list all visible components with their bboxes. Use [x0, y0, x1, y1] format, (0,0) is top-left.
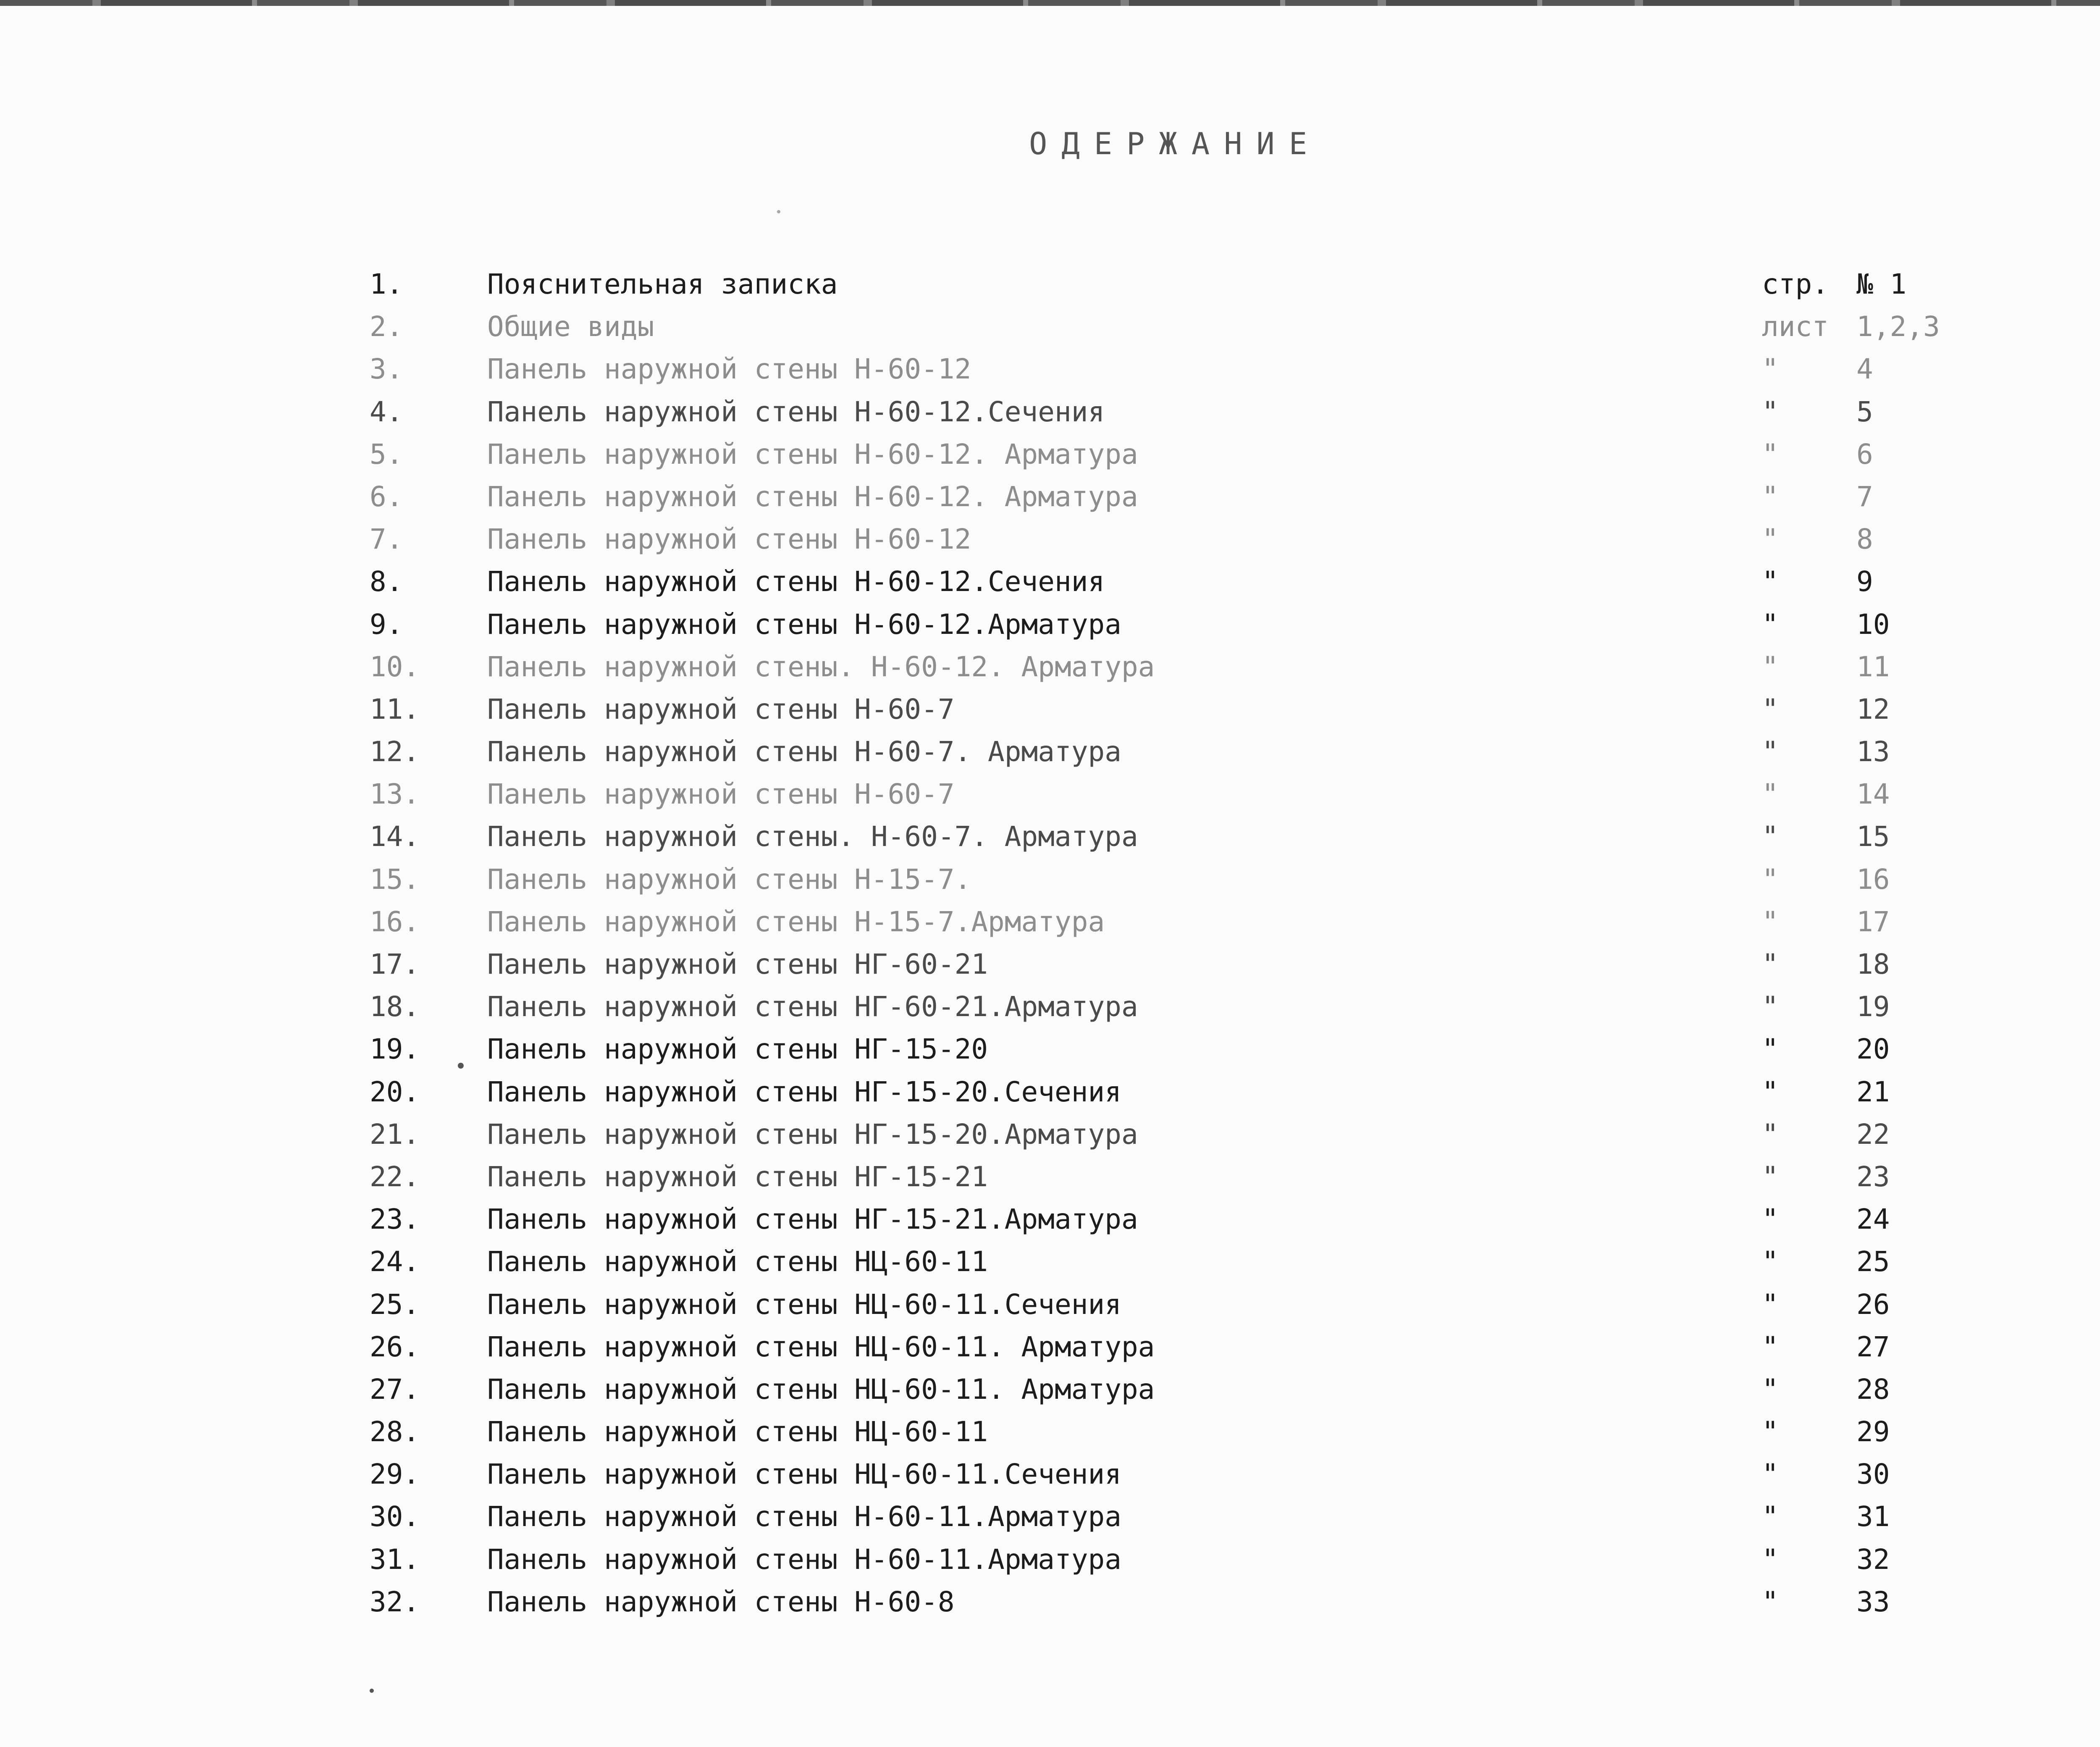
entry-page: 4 [1856, 353, 1873, 386]
entry-number: 19. [370, 1033, 420, 1066]
entry-page: 14 [1856, 778, 1890, 811]
entry-title: Панель наружной стены НГ-15-21 [487, 1160, 988, 1193]
toc-row [0, 815, 2100, 858]
entry-title: Панель наружной стены НЦ-60-11.Сечения [487, 1288, 1121, 1321]
toc-row [0, 433, 2100, 475]
toc-row [0, 1283, 2100, 1326]
entry-ditto-mark: " [1762, 438, 1779, 470]
entry-title: Панель наружной стены НЦ-60-11 [487, 1416, 988, 1448]
entry-title: Панель наружной стены НЦ-60-11. Арматура [487, 1373, 1155, 1405]
toc-row [0, 305, 2100, 348]
entry-number: 20. [370, 1075, 420, 1108]
toc-row [0, 1028, 2100, 1070]
entry-page: 8 [1856, 523, 1873, 556]
scan-edge [0, 0, 2100, 6]
entry-ditto-mark: " [1762, 565, 1779, 598]
entry-number: 7. [370, 523, 403, 556]
entry-title: Панель наружной стены Н-15-7.Арматура [487, 905, 1105, 938]
entry-ditto-mark: " [1762, 1585, 1779, 1618]
entry-title: Панель наружной стены НЦ-60-11. Арматура [487, 1330, 1155, 1363]
entry-title: Панель наружной стены Н-60-12.Арматура [487, 608, 1121, 641]
entry-page: 12 [1856, 693, 1890, 725]
entry-page: 31 [1856, 1500, 1890, 1533]
entry-ditto-mark: " [1762, 1160, 1779, 1193]
entry-ditto-mark: " [1762, 523, 1779, 556]
entry-ditto-mark: " [1762, 736, 1779, 768]
entry-number: 23. [370, 1203, 420, 1236]
entry-ditto-mark: " [1762, 480, 1779, 513]
entry-number: 5. [370, 438, 403, 470]
entry-title: Панель наружной стены НГ-15-20 [487, 1033, 988, 1066]
entry-number: 6. [370, 480, 403, 513]
entry-page: 10 [1856, 608, 1890, 641]
entry-ditto-mark: " [1762, 863, 1779, 896]
entry-ditto-mark: " [1762, 1033, 1779, 1066]
toc-row [0, 985, 2100, 1028]
entry-title: Панель наружной стены НГ-15-21.Арматура [487, 1203, 1138, 1236]
toc-row [0, 475, 2100, 518]
entry-title: Панель наружной стены. Н-60-12. Арматура [487, 650, 1155, 683]
entry-page: 1,2,3 [1856, 310, 1940, 343]
entry-ditto-mark: " [1762, 990, 1779, 1023]
entry-title: Панель наружной стены Н-60-11.Арматура [487, 1500, 1121, 1533]
entry-page: 28 [1856, 1373, 1890, 1405]
entry-title: Панель наружной стены НЦ-60-11 [487, 1245, 988, 1278]
entry-page: 32 [1856, 1543, 1890, 1576]
entry-page: 5 [1856, 395, 1873, 428]
entry-page: 33 [1856, 1585, 1890, 1618]
entry-title: Панель наружной стены Н-60-11.Арматура [487, 1543, 1121, 1576]
toc-row [0, 1495, 2100, 1538]
entry-page: 25 [1856, 1245, 1890, 1278]
entry-page: 24 [1856, 1203, 1890, 1236]
entry-title: Панель наружной стены Н-15-7. [487, 863, 971, 896]
entry-number: 22. [370, 1160, 420, 1193]
entry-page: 27 [1856, 1330, 1890, 1363]
toc-row [0, 263, 2100, 305]
entry-page: 23 [1856, 1160, 1890, 1193]
toc-row [0, 1240, 2100, 1283]
entry-number: 32. [370, 1585, 420, 1618]
toc-row [0, 1156, 2100, 1198]
entry-number: 27. [370, 1373, 420, 1405]
toc-row [0, 646, 2100, 688]
entry-ditto-mark: стр. [1762, 268, 1829, 300]
toc-row [0, 1368, 2100, 1411]
toc-row [0, 603, 2100, 646]
entry-page: 7 [1856, 480, 1873, 513]
toc-row [0, 1113, 2100, 1156]
entry-ditto-mark: " [1762, 650, 1779, 683]
entry-number: 29. [370, 1458, 420, 1491]
entry-number: 24. [370, 1245, 420, 1278]
document-title: ОДЕРЖАНИЕ [1029, 126, 1322, 161]
entry-number: 3. [370, 353, 403, 386]
entry-page: № 1 [1856, 268, 1907, 300]
entry-ditto-mark: " [1762, 1118, 1779, 1151]
scan-speck [458, 1063, 464, 1069]
entry-title: Панель наружной стены Н-60-12. Арматура [487, 438, 1138, 470]
entry-number: 16. [370, 905, 420, 938]
entry-ditto-mark: " [1762, 1245, 1779, 1278]
toc-row [0, 1326, 2100, 1368]
toc-row [0, 1581, 2100, 1623]
toc-row [0, 348, 2100, 390]
entry-title: Панель наружной стены. Н-60-7. Арматура [487, 820, 1138, 853]
entry-page: 17 [1856, 905, 1890, 938]
entry-page: 13 [1856, 736, 1890, 768]
entry-ditto-mark: " [1762, 1416, 1779, 1448]
toc-row [0, 730, 2100, 773]
table-of-contents [0, 263, 2100, 1623]
entry-ditto-mark: " [1762, 353, 1779, 386]
toc-row [0, 1071, 2100, 1113]
entry-ditto-mark: " [1762, 1500, 1779, 1533]
entry-ditto-mark: " [1762, 778, 1779, 811]
toc-row [0, 1538, 2100, 1581]
entry-ditto-mark: " [1762, 1330, 1779, 1363]
entry-number: 25. [370, 1288, 420, 1321]
scan-speck [777, 210, 780, 213]
entry-number: 4. [370, 395, 403, 428]
toc-row [0, 943, 2100, 985]
entry-ditto-mark: " [1762, 608, 1779, 641]
toc-row [0, 518, 2100, 560]
entry-title: Панель наружной стены Н-60-7 [487, 778, 955, 811]
entry-page: 19 [1856, 990, 1890, 1023]
entry-page: 16 [1856, 863, 1890, 896]
entry-number: 11. [370, 693, 420, 725]
entry-number: 9. [370, 608, 403, 641]
toc-row [0, 560, 2100, 603]
entry-ditto-mark: " [1762, 395, 1779, 428]
entry-page: 21 [1856, 1075, 1890, 1108]
toc-row [0, 1411, 2100, 1453]
entry-number: 8. [370, 565, 403, 598]
toc-row [0, 901, 2100, 943]
entry-title: Панель наружной стены Н-60-7. Арматура [487, 736, 1121, 768]
entry-number: 2. [370, 310, 403, 343]
entry-number: 21. [370, 1118, 420, 1151]
entry-title: Панель наружной стены НЦ-60-11.Сечения [487, 1458, 1121, 1491]
entry-number: 13. [370, 778, 420, 811]
entry-page: 15 [1856, 820, 1890, 853]
entry-number: 1. [370, 268, 403, 300]
entry-title: Панель наружной стены Н-60-7 [487, 693, 955, 725]
entry-number: 12. [370, 736, 420, 768]
entry-ditto-mark: " [1762, 1288, 1779, 1321]
toc-row [0, 858, 2100, 901]
entry-number: 14. [370, 820, 420, 853]
entry-title: Панель наружной стены Н-60-12.Сечения [487, 395, 1105, 428]
entry-page: 29 [1856, 1416, 1890, 1448]
entry-ditto-mark: " [1762, 820, 1779, 853]
entry-page: 26 [1856, 1288, 1890, 1321]
entry-ditto-mark: " [1762, 948, 1779, 980]
entry-number: 31. [370, 1543, 420, 1576]
toc-row [0, 391, 2100, 433]
toc-row [0, 1453, 2100, 1495]
entry-title: Панель наружной стены НГ-60-21 [487, 948, 988, 980]
entry-title: Пояснительная записка [487, 268, 838, 300]
entry-title: Панель наружной стены Н-60-12 [487, 523, 971, 556]
entry-page: 30 [1856, 1458, 1890, 1491]
entry-title: Общие виды [487, 310, 654, 343]
entry-page: 6 [1856, 438, 1873, 470]
entry-title: Панель наружной стены НГ-15-20.Арматура [487, 1118, 1138, 1151]
entry-title: Панель наружной стены Н-60-12.Сечения [487, 565, 1105, 598]
entry-ditto-mark: " [1762, 1458, 1779, 1491]
entry-ditto-mark: " [1762, 1075, 1779, 1108]
entry-ditto-mark: " [1762, 1543, 1779, 1576]
scan-speck [370, 1689, 374, 1693]
entry-number: 18. [370, 990, 420, 1023]
entry-number: 15. [370, 863, 420, 896]
entry-ditto-mark: " [1762, 1203, 1779, 1236]
toc-row [0, 688, 2100, 730]
entry-page: 20 [1856, 1033, 1890, 1066]
toc-row [0, 773, 2100, 815]
entry-page: 9 [1856, 565, 1873, 598]
entry-ditto-mark: " [1762, 693, 1779, 725]
entry-number: 10. [370, 650, 420, 683]
entry-ditto-mark: лист [1762, 310, 1829, 343]
entry-title: Панель наружной стены Н-60-12. Арматура [487, 480, 1138, 513]
entry-number: 28. [370, 1416, 420, 1448]
entry-title: Панель наружной стены Н-60-12 [487, 353, 971, 386]
entry-ditto-mark: " [1762, 1373, 1779, 1405]
entry-ditto-mark: " [1762, 905, 1779, 938]
entry-number: 30. [370, 1500, 420, 1533]
entry-number: 17. [370, 948, 420, 980]
entry-title: Панель наружной стены НГ-15-20.Сечения [487, 1075, 1121, 1108]
toc-row [0, 1198, 2100, 1240]
entry-title: Панель наружной стены Н-60-8 [487, 1585, 955, 1618]
entry-number: 26. [370, 1330, 420, 1363]
entry-page: 22 [1856, 1118, 1890, 1151]
entry-page: 11 [1856, 650, 1890, 683]
entry-title: Панель наружной стены НГ-60-21.Арматура [487, 990, 1138, 1023]
entry-page: 18 [1856, 948, 1890, 980]
